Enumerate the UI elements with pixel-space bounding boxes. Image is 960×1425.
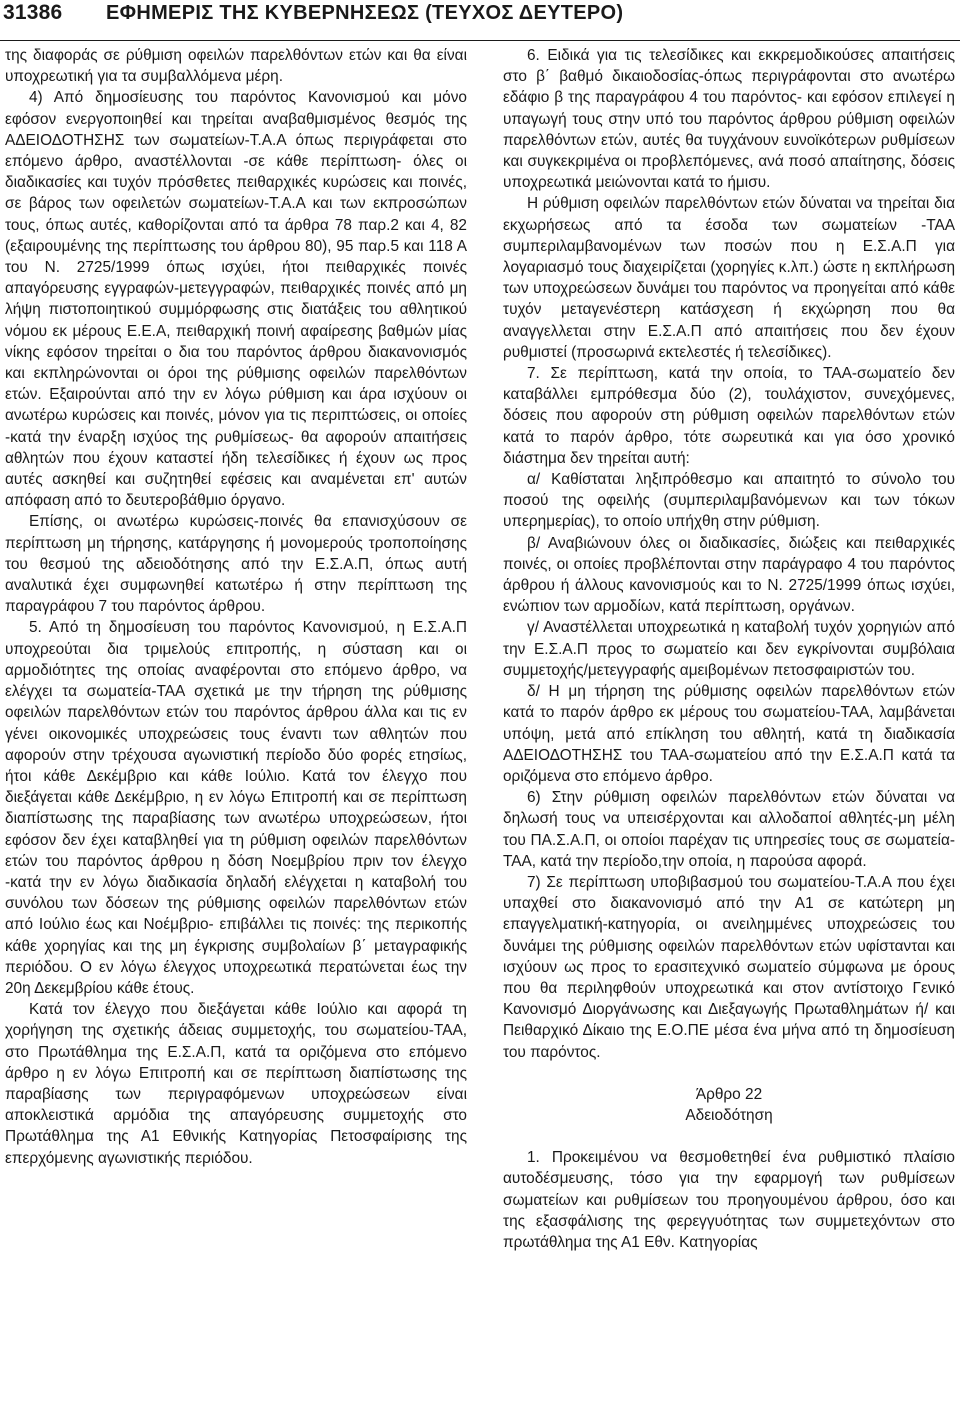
article-title: Άρθρο 22	[695, 1085, 763, 1103]
page-number: 31386	[3, 1, 63, 24]
spacer	[503, 1063, 955, 1084]
paragraph: γ/ Αναστέλλεται υποχρεωτικά η καταβολή τυχόν χορηγιών από την Ε.Σ.Α.Π προς το σωματείο και δεν εγκρίνονται συμβόλαια συμμετοχής/μετεγγραφής αμειβομένων πετοσφαιριστών του.	[503, 619, 955, 679]
page-header	[0, 0, 960, 40]
paragraph: Κατά τον έλεγχο που διεξάγεται κάθε Ιούλιο και αφορά τη χορήγηση της σχετικής άδειας συμμετοχής, του σωματείου-ΤΑΑ, στο Πρωτάθλημα της Ε.Σ.Α.Π, κατά τα οριζόμενα στο επόμενο άρθρο η εν λόγω Επιτροπή και σε περίπτωση διαπίστωσης της παραβίασης των περιγραφόμενων υποχρεώσεων είναι αποκλειστικά αρμόδια της απαγόρευσης συμμετοχής στο Πρωτάθλημα της Α1 Εθνικής Κατηγορίας Πετοσφαίρισης της επερχόμενης αγωνιστικής περιόδου.	[5, 1001, 467, 1167]
paragraph: 5. Από τη δημοσίευση του παρόντος Κανονισμού, η Ε.Σ.Α.Π υποχρεούται δια τριμελούς επιτροπής, η σύσταση και οι αρμοδιότητες της οποίας αναφέρονται στο επόμενο άρθρο, να ελέγχει τα σωματεία-ΤΑΑ σχετικά με την τήρηση της ρύθμισης οφειλών παρελθόντων ετών του παρόντος άρθρου άλλα και τις εν γένει οικονομικές υποχρεώσεις τους έναντι των αθλητών που αφορούν στην τρέχουσα αγωνιστική περίοδο δύο φορές ετησίως, ήτοι κάθε Δεκέμβριο και κάθε Ιούλιο. Κατά τον έλεγχο που διεξάγεται κάθε Δεκέμβριο, η εν λόγω Επιτροπή και σε περίπτωση διαπίστωσης της παραβίασης των ανωτέρω υποχρεώσεων, ήτοι εφόσον δεν έχει καταβληθεί για τη ρύθμιση οφειλών παρελθόντων ετών του παρόντος άρθρου η δόση Νοεμβρίου πριν τον έλεγχο -κατά την εν λόγω διαδικασία δηλαδή ελέγχεται η καταβολή του συνόλου των δόσεων της ρύθμισης οφειλών παρελθόντων ετών από Ιούλιο έως και Νοέμβριο- επιβάλλει τις ποινές: της περικοπής κάθε χορηγίας και της μη έγκρισης συμβολαίων β΄ μεταγραφικής περιόδου. Ο εν λόγω έλεγχος υποχρεωτικά περατώνεται έως την 20η Δεκεμβρίου κάθε έτους.	[5, 619, 467, 997]
right-column	[503, 45, 955, 1253]
paragraph: α/ Καθίσταται ληξιπρόθεσμο και απαιτητό το σύνολο του ποσού της οφειλής (συμπεριλαμβανόμενων και των τόκων υπερημερίας), το οποίο υπήχθη στην ρύθμιση.	[503, 471, 955, 531]
paragraph: 4) Από δημοσίευσης του παρόντος Κανονισμού και μόνο εφόσον ενεργοποιηθεί και τηρείται αναβαθμισμένος θεσμός της ΑΔΕΙΟΔΟΤΗΣΗΣ των σωματείων-Τ.Α.Α όπως περιγράφεται στο επόμενο άρθρο, αναστέλλονται -σε κάθε περίπτωση- όλες οι διαδικασίες και τυχόν πρόσθετες πειθαρχικές κυρώσεις και ποινές, σε βάρος των οφειλετών σωματείων-Τ.Α.Α και των εκπροσώπων τους, όπως αυτές, καθορίζονται από τα άρθρα 78 παρ.2 και 4, 82 (εξαιρουμένης της περίπτωσης του άρθρου 80), 95 παρ.5 και 118 Α του Ν. 2725/1999 όπως ισχύει, ήτοι πειθαρχικές ποινές απαγόρευσης εγγραφών-μετεγγραφών, πειθαρχικές ποινές από μη λήψη πιστοποιητικού συμμόρφωσης στις διατάξεις του αθλητικού νόμου εκ μέρους Ε.Ε.Α, πειθαρχική ποινή αφαίρεσης βαθμών μίας νίκης εφόσον τηρείται ο δια του παρόντος άρθρου διακανονισμός και εκπληρώνονται οι όροι της ρύθμισης οφειλών παρελθόντων ετών. Εξαιρούνται από την εν λόγω ρύθμιση και άρα ισχύουν οι ανωτέρω κυρώσεις και ποινές, μόνον για τις περιπτώσεις, οι οποίες -κατά την έναρξη ισχύος της ρυθμίσεως- θα αφορούν απαιτήσεις αθλητών που έχουν καταστεί ήδη τελεσίδικες ή έχουν ως προς αυτές ασκηθεί και συζητηθεί εφέσεις και αναμένεται επ' αυτών απόφαση από το δευτεροβάθμιο όργανο.	[5, 89, 467, 510]
spacer	[503, 1126, 955, 1147]
paragraph: της διαφοράς σε ρύθμιση οφειλών παρελθόντων ετών και θα είναι υποχρεωτική για τα συμβαλλόμενα μέρη.	[5, 47, 467, 86]
paragraph: 1. Προκειμένου να θεσμοθετηθεί ένα ρυθμιστικό πλαίσιο αυτοδέσμευσης, τόσο για την εφαρμογή των ρυθμίσεων σωματείων και ρυθμίσεων του προηγουμένου άρθρου, όσο και της εξασφάλισης της φερεγγυότητας των συμμετεχόντων στο πρωτάθλημα της Α1 Εθν. Κατηγορίας	[503, 1149, 955, 1251]
paragraph: 6) Στην ρύθμιση οφειλών παρελθόντων ετών δύναται να δηλωσή τους να υπεισέρχονται και αλλοδαποί αθλητές-μη μέλη του ΠΑ.Σ.Α.Π, οι οποίοι παρέχαν τις υπηρεσίες τους σε σωματεία-ΤΑΑ, κατά την περίοδο,την οποία, η παρούσα αφορά.	[503, 789, 955, 870]
paragraph: 7. Σε περίπτωση, κατά την οποία, το ΤΑΑ-σωματείο δεν καταβάλλει εμπρόθεσμα δύο (2), τουλάχιστον, συνεχόμενες, δόσεις που αφορούν στη ρύθμιση οφειλών παρελθόντων ετών κατά το παρόν άρθρο, τότε σωρευτικά και για όσο χρονικό διάστημα δεν τηρείται αυτή:	[503, 365, 955, 467]
paragraph: Επίσης, οι ανωτέρω κυρώσεις-ποινές θα επανισχύσουν σε περίπτωση μη τήρησης, κατάργησης ή μονομερούς τροποποίησης του θεσμού της αδειοδότησης από την Ε.Σ.Α.Π, όπως αυτή αναλυτικά έχει συμφωνηθεί κατωτέρω ή στην περίπτωση της παραγράφου 7 του παρόντος άρθρου.	[5, 513, 467, 616]
paragraph: β/ Αναβιώνουν όλες οι διαδικασίες, διώξεις και πειθαρχικές ποινές, οι οποίες προβλέπονται στην παράγραφο 4 του παρόντος άρθρου ή άλλους κανονισμούς και το Ν. 2725/1999 όπως ισχύει, ενώπιον των αρμοδίων, κατά περίπτωση, οργάνων.	[503, 534, 955, 616]
paragraph: Η ρύθμιση οφειλών παρελθόντων ετών δύναται να τηρείται δια εκχωρήσεως από τα έσοδα των σωματείων -ΤΑΑ συμπεριλαμβανομένων των ποσών που η Ε.Σ.Α.Π για λογαριασμό τους διαχειρίζεται (χορηγίες κ.λπ.) ώστε η εκπλήρωση των υποχρεώσεων δυνάμει του παρόντος να προηγείται από κάθε τυχόν μεταγενέστερη κατάσχεση ή εκχώρηση που θα αναγγελλεται στην Ε.Σ.Α.Π από απαιτήσεις που δεν έχουν ρυθμιστεί (προσωρινά εκτελεστές ή τελεσίδικες).	[503, 195, 955, 361]
header-rule	[0, 40, 960, 41]
paragraph: 7) Σε περίπτωση υποβιβασμού του σωματείου-Τ.Α.Α που έχει υπαχθεί στο διακανονισμό από την Α1 σε κατώτερη μη επαγγελματική-κατηγορία, οι ανειλημμένες υποχρεώσεις του δυνάμει της ρύθμισης οφειλών παρελθόντων ετών υφίστανται και ισχύουν ως προς το ερασιτεχνικό σωματείο σύμφωνα με όρους που θα περιληφθούν υποχρεωτικά και στον αντίστοιχο Γενικό Κανονισμό Διοργάνωσης και Διεξαγωγής Πρωταθλημάτων ή/ και Πειθαρχικό Δίκαιο της Ε.Ο.ΠΕ μέσα ένα μήνα από τη δημοσίευση του παρόντος.	[503, 873, 955, 1061]
left-column	[5, 45, 467, 1169]
gazette-title: ΕΦΗΜΕΡΙΣ ΤΗΣ ΚΥΒΕΡΝΗΣΕΩΣ (ΤΕΥΧΟΣ ΔΕΥΤΕΡΟ)	[106, 2, 624, 24]
paragraph: δ/ Η μη τήρηση της ρύθμισης οφειλών παρελθόντων ετών κατά το παρόν άρθρο εκ μέρους του σωματείου-ΤΑΑ, λαμβάνεται υπόψη, μετά από επίκληση του αθλητή, κατά τη διαδικασία ΑΔΕΙΟΔΟΤΗΣΗΣ του ΤΑΑ-σωματείου από την Ε.Σ.Α.Π κατά τα οριζόμενα στο επόμενο άρθρο.	[503, 683, 955, 785]
paragraph: 6. Ειδικά για τις τελεσίδικες και εκκρεμοδικούσες απαιτήσεις στο β΄ βαθμό δικαιοδοσίας-όπως περιγράφονται στο ανωτέρω εδάφιο β της παραγράφου 4 του παρόντος- και εφόσον επιλεγεί η υπαγωγή τους στην υπό του παρόντος άρθρου ρύθμιση οφειλών παρελθόντων ετών, αυτές θα τυγχάνουν ευνοϊκότερων ρυθμίσεων και συγκεκριμένα οι προβλεπόμενες, ανά ποσό απαίτησης, δόσεις υποχρεωτικά μειώνονται κατά το ήμισυ.	[503, 47, 955, 192]
article-subtitle: Αδειοδότηση	[685, 1106, 773, 1124]
